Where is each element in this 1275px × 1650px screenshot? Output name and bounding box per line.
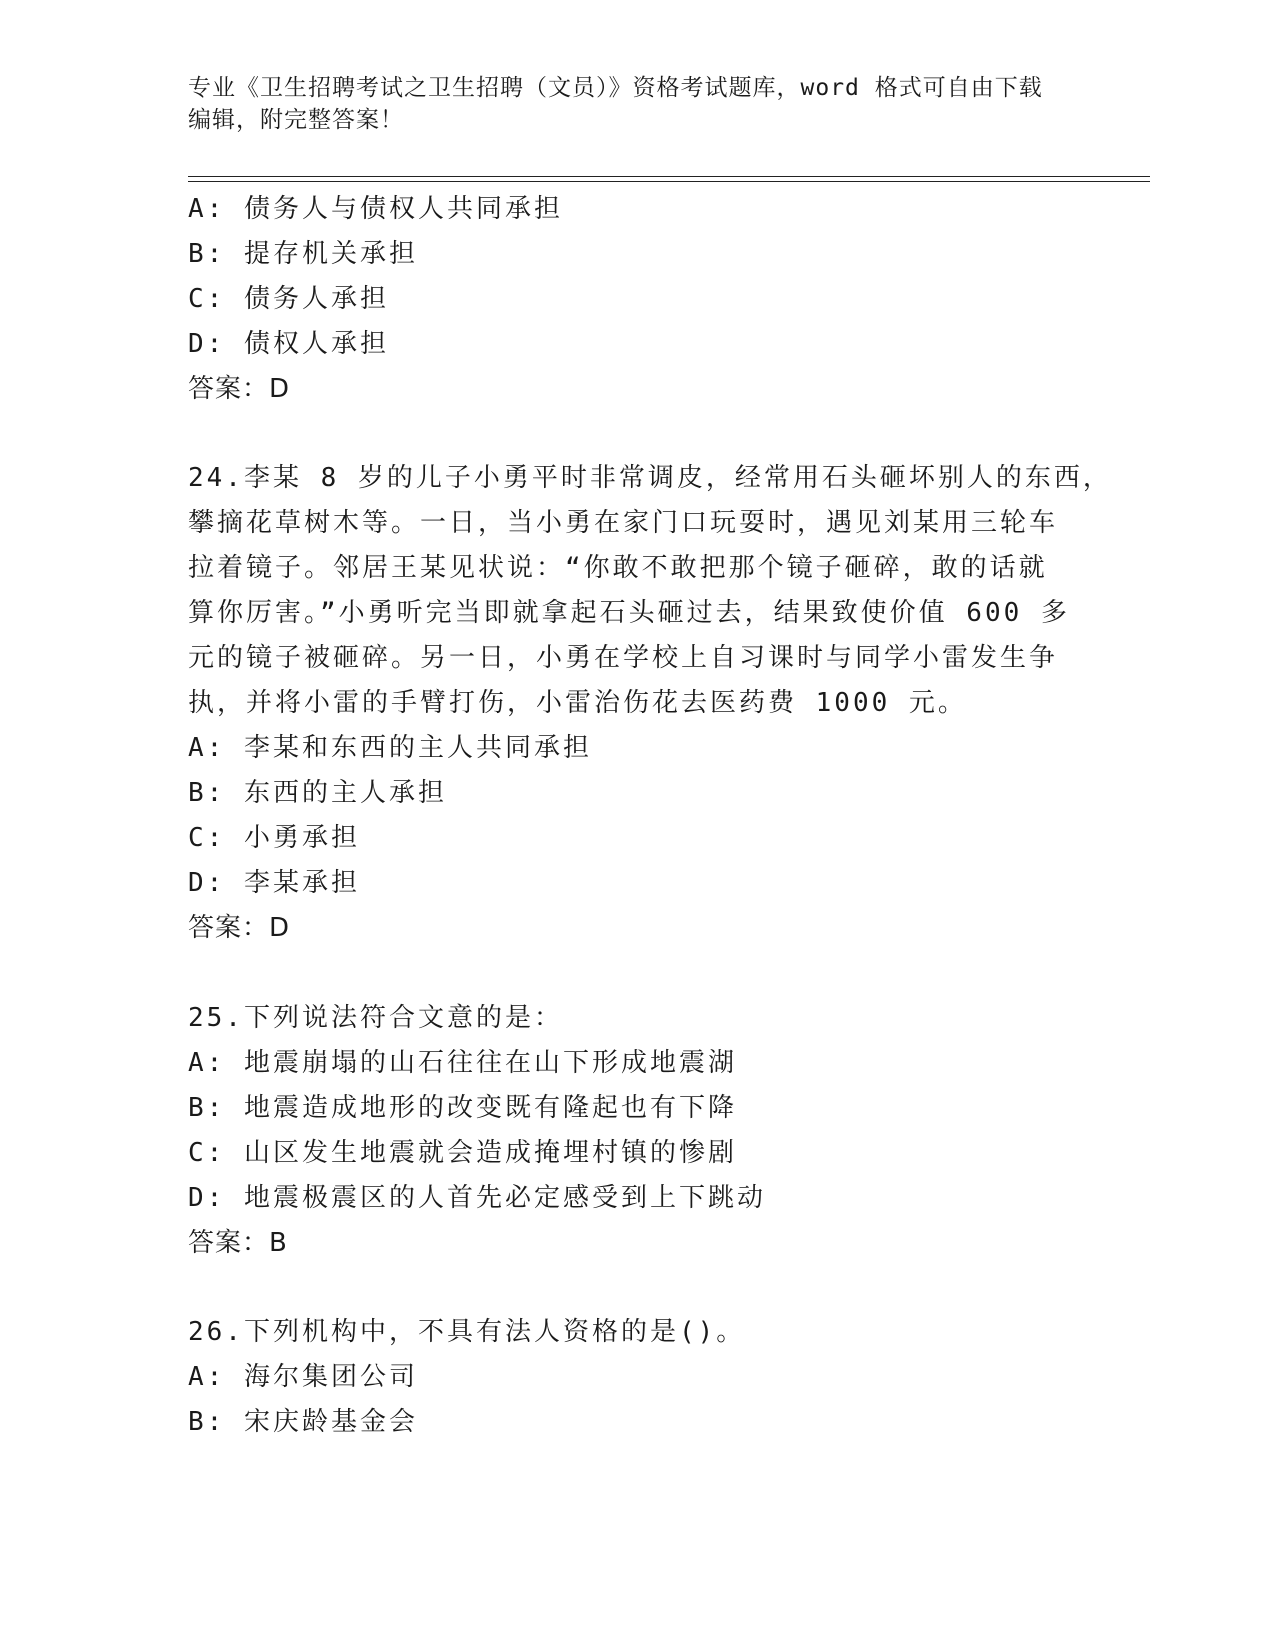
q24-option-d: D: 李某承担 [188,868,360,898]
q25-option-d: D: 地震极震区的人首先必定感受到上下跳动 [188,1183,766,1213]
header-line-2: 编辑，附完整答案！ [188,107,404,133]
q24-question-line-2: 攀摘花草树木等。一日，当小勇在家门口玩耍时，遇见刘某用三轮车 [188,508,1059,538]
header-rule-bottom [188,181,1150,182]
q24-answer: 答案：D [188,913,291,943]
header-line-1: 专业《卫生招聘考试之卫生招聘（文员）》资格考试题库，word 格式可自由下载 [188,75,1043,101]
q24-question-line-6: 执，并将小雷的手臂打伤，小雷治伤花去医药费 1000 元。 [188,688,967,718]
q25-option-c: C: 山区发生地震就会造成掩埋村镇的惨剧 [188,1138,737,1168]
q24-question-line-4: 算你厉害。”小勇听完当即就拿起石头砸过去，结果致使价值 600 多 [188,598,1070,628]
q24-option-c: C: 小勇承担 [188,823,360,853]
q23-option-b: B: 提存机关承担 [188,239,418,269]
q25-option-a: A: 地震崩塌的山石往往在山下形成地震湖 [188,1048,737,1078]
q23-option-c: C: 债务人承担 [188,284,389,314]
q25-answer: 答案：B [188,1228,288,1258]
q23-option-d: D: 债权人承担 [188,329,389,359]
q26-question: 26.下列机构中，不具有法人资格的是()。 [188,1317,746,1347]
q26-option-a: A: 海尔集团公司 [188,1362,418,1392]
q25-option-b: B: 地震造成地形的改变既有隆起也有下降 [188,1093,737,1123]
q24-option-b: B: 东西的主人承担 [188,778,447,808]
header-rule-top [188,176,1150,177]
q24-question-line-5: 元的镜子被砸碎。另一日，小勇在学校上自习课时与同学小雷发生争 [188,643,1059,673]
q24-question-line-3: 拉着镜子。邻居王某见状说：“你敢不敢把那个镜子砸碎，敢的话就 [188,553,1048,583]
q25-question: 25.下列说法符合文意的是： [188,1003,563,1033]
q24-question-line-1: 24.李某 8 岁的儿子小勇平时非常调皮，经常用石头砸坏别人的东西， [188,463,1112,493]
q26-option-b: B: 宋庆龄基金会 [188,1407,418,1437]
q24-option-a: A: 李某和东西的主人共同承担 [188,733,592,763]
q23-option-a: A: 债务人与债权人共同承担 [188,194,563,224]
q23-answer: 答案：D [188,374,291,404]
document-header [188,72,1078,136]
